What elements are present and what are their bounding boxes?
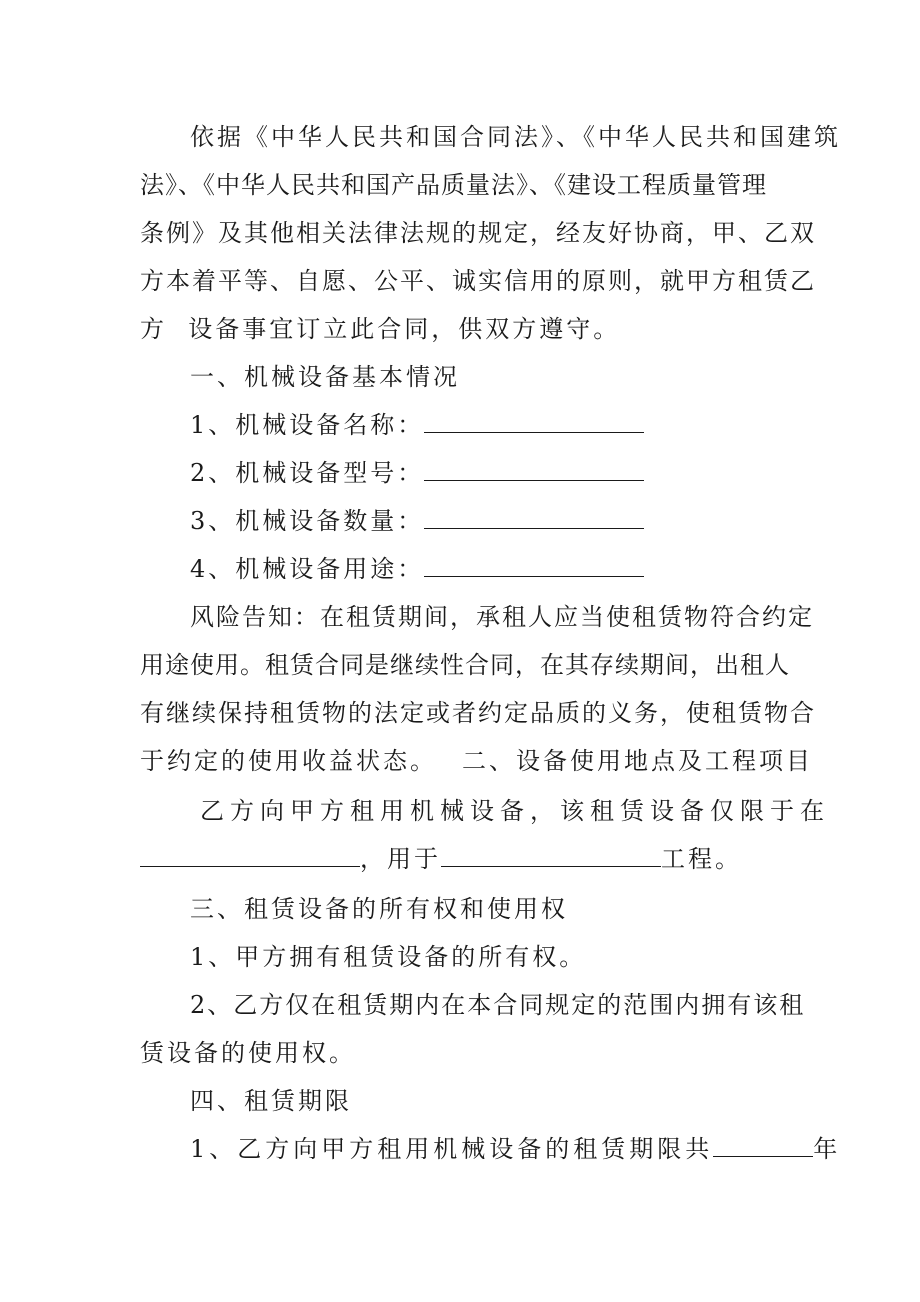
risk-line-1: 风险告知：在租赁期间，承租人应当使租赁物符合约定	[190, 603, 814, 631]
lease-term-line: 1、乙方向甲方租用机械设备的租赁期限共 年	[190, 1135, 841, 1163]
section-2-line-1: 乙方向甲方租用机械设备，该租赁设备仅限于在	[200, 797, 830, 825]
equipment-quantity-row: 3、机械设备数量：	[190, 506, 830, 536]
section-3-heading: 三、租赁设备的所有权和使用权	[190, 895, 568, 923]
equipment-model-row: 2、机械设备型号：	[190, 458, 830, 488]
equipment-usage-row: 4、机械设备用途：	[190, 554, 830, 584]
usage-right-line-1: 2、乙方仅在租赁期内在本合同规定的范围内拥有该租	[190, 991, 806, 1019]
equipment-name-blank	[424, 410, 644, 433]
intro-line-2: 法》、《中华人民共和国产品质量法》、《建设工程质量管理	[140, 171, 767, 199]
intro-line-5: 方 设备事宜订立此合同，供双方遵守。	[140, 315, 621, 343]
lease-term-blank	[713, 1134, 813, 1157]
equipment-model-blank	[424, 458, 644, 481]
risk-line-3: 有继续保持租赁物的法定或者约定品质的义务，使租赁物合	[140, 699, 816, 727]
equipment-quantity-blank	[424, 506, 644, 529]
section-2-line-2: ，用于 工程。	[140, 844, 780, 874]
location-blank	[140, 844, 360, 867]
intro-line-3: 条例》及其他相关法律法规的规定，经友好协商，甲、乙双	[140, 219, 816, 247]
risk-line-4: 于约定的使用收益状态。 二、设备使用地点及工程项目	[140, 747, 813, 775]
equipment-name-row: 1、机械设备名称：	[190, 410, 830, 440]
project-blank	[441, 844, 661, 867]
section-2-heading: 二、设备使用地点及工程项目	[462, 747, 813, 775]
section-4-heading: 四、租赁期限	[190, 1087, 352, 1115]
ownership-item-1: 1、甲方拥有租赁设备的所有权。	[190, 943, 587, 971]
usage-right-line-2: 赁设备的使用权。	[140, 1039, 356, 1067]
intro-line-1: 依据《中华人民共和国合同法》、《中华人民共和国建筑	[190, 123, 841, 151]
section-1-heading: 一、机械设备基本情况	[190, 363, 460, 391]
risk-line-2: 用途使用。租赁合同是继续性合同，在其存续期间，出租人	[140, 651, 790, 679]
intro-line-4: 方本着平等、自愿、公平、诚实信用的原则，就甲方租赁乙	[140, 267, 816, 295]
equipment-usage-blank	[424, 554, 644, 577]
